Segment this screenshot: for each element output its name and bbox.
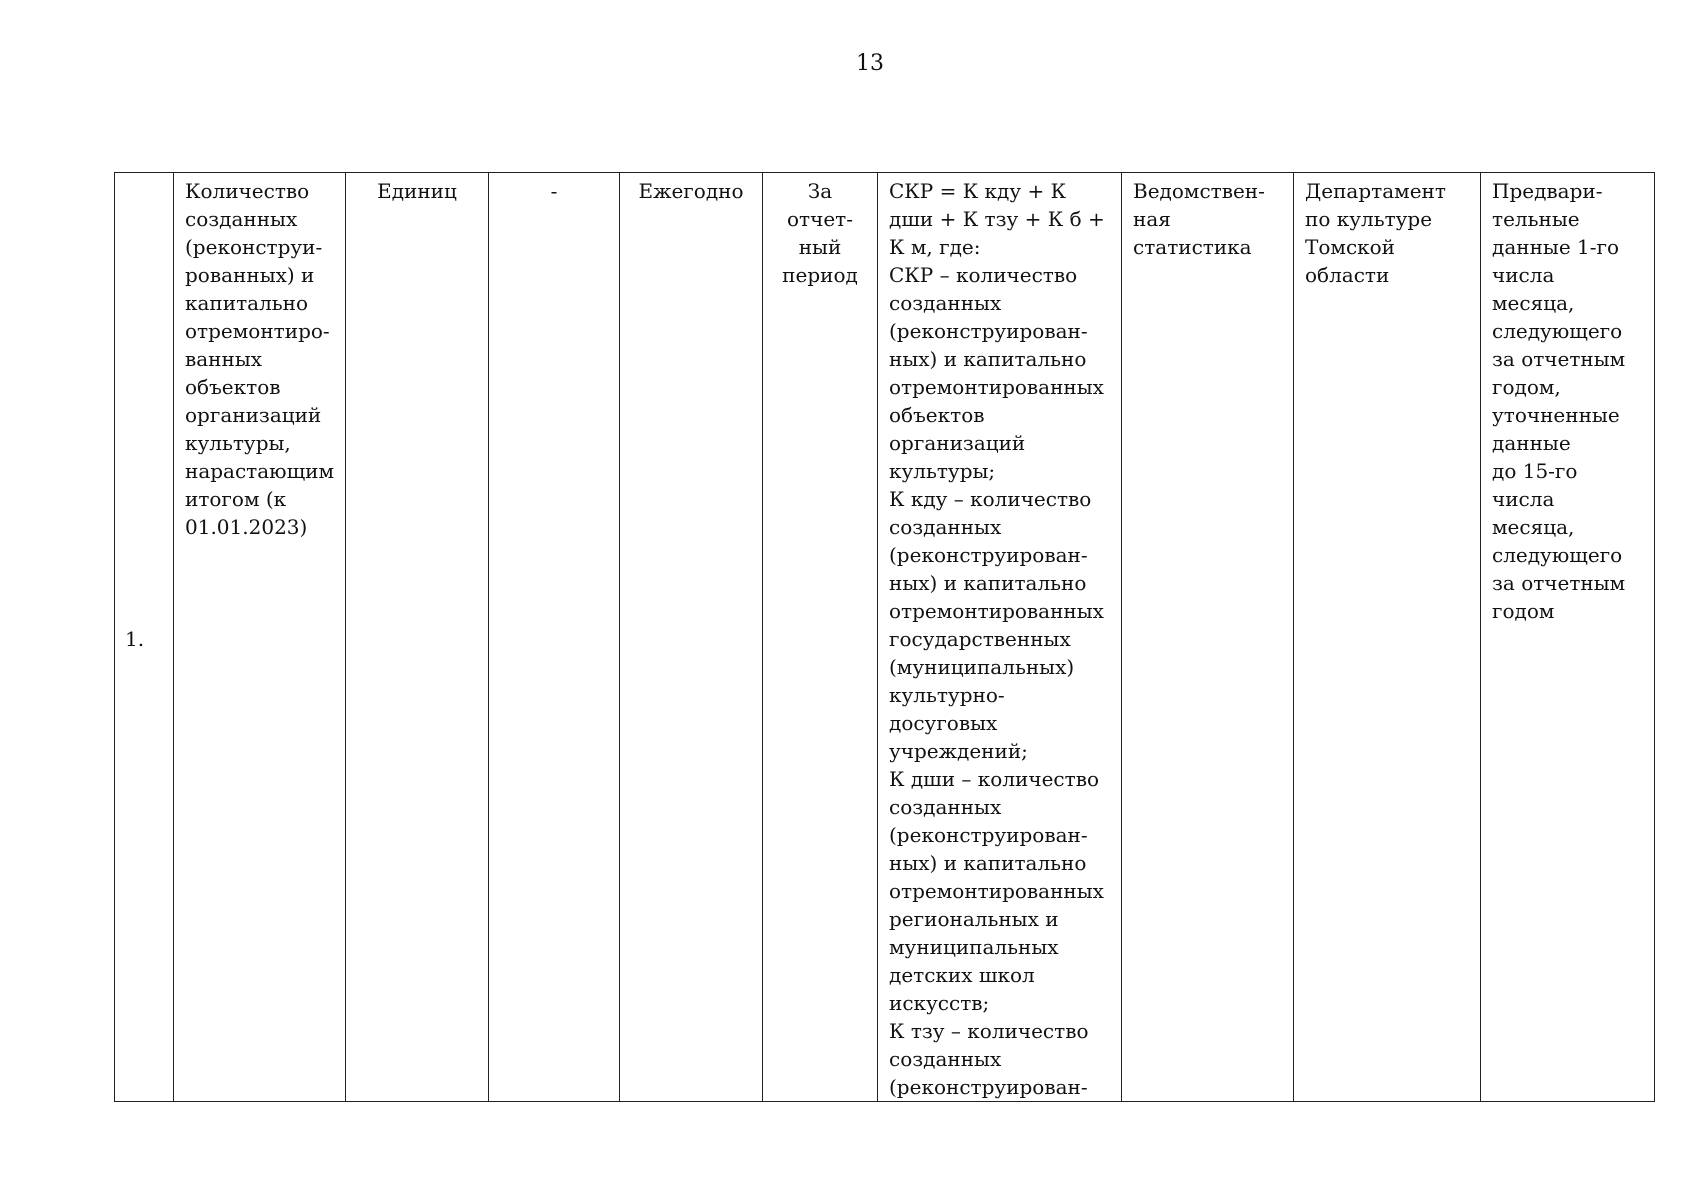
frequency-cell: Ежегодно [620,173,763,1102]
page-number: 13 [856,51,884,76]
table-row [115,173,1655,1102]
period-cell: За отчет- ный период [763,173,878,1102]
indicator-name-cell: Количество созданных (реконструи- рованных) и капитально отремонтиро- ванных объектов организаций культуры, нарастающим итогом (к 01.01.2023) [174,173,346,1102]
indicator-table [114,172,1655,1102]
row-index-cell: 1. [115,173,174,1102]
dash-cell: - [489,173,620,1102]
source-cell: Ведомствен- ная статистика [1122,173,1294,1102]
unit-cell: Единиц [346,173,489,1102]
formula-cell: СКР = К кду + К дши + К тзу + К б + К м, где: СКР – количество созданных (реконструирован- ных) и капитально отремонтированных объектов организаций культуры; К кду – количество созданных (реконструирован- ных) и капитально отремонтированных государственных (муниципальных) культурно- досуговых учреждений; К дши – количество созданных (реконструирован- ных) и капитально отремонтированных региональных и муниципальных детских школ искусств; К тзу – количество созданных (реконструирован- [878,173,1122,1102]
responsible-cell: Департамент по культуре Томской области [1294,173,1481,1102]
deadline-cell: Предвари- тельные данные 1-го числа месяца, следующего за отчетным годом, уточненные данные до 15-го числа месяца, следующего за отчетным годом [1481,173,1655,1102]
